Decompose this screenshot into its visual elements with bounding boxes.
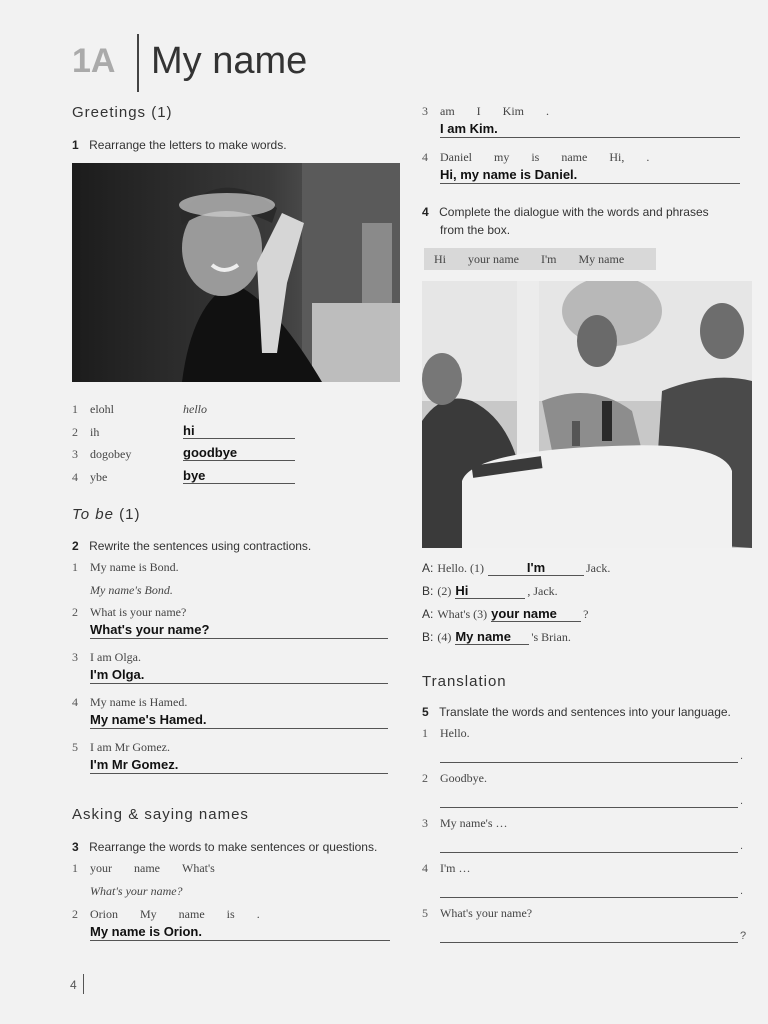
section-to-be (72, 506, 141, 523)
scrambled-word: Daniel (440, 150, 472, 164)
translation-answer-field[interactable] (440, 793, 738, 808)
to-be-item (72, 605, 392, 650)
line-text-end: Jack. (586, 561, 611, 575)
translation-prompt: Goodbye. (440, 771, 487, 785)
scrambled-word: Hi, (609, 150, 625, 164)
translation-prompt: Hello. (440, 726, 470, 740)
asking-item (72, 907, 390, 953)
line-end-punctuation: ? (740, 930, 747, 942)
translation-item (422, 816, 744, 861)
scrambled-word: . (546, 104, 550, 118)
scrambled-words (440, 150, 671, 165)
section-asking-names: Asking & saying names (72, 806, 249, 823)
asking-list-right (422, 104, 742, 196)
item-number: 3 (72, 447, 78, 461)
greetings-list (72, 400, 312, 490)
dialogue-line (422, 583, 752, 606)
example-answer: What's your name? (90, 884, 183, 898)
dialogue-answer-field[interactable]: your name (491, 606, 581, 622)
exercise-2-instruction (72, 537, 311, 555)
translation-answer-field[interactable] (440, 748, 738, 763)
dialogue-line (422, 606, 752, 629)
exercise-number: 4 (422, 205, 429, 219)
word-box-item: your name (468, 251, 519, 266)
translation-answer-field[interactable] (440, 928, 738, 943)
prompt-sentence: My name is Bond. (90, 560, 179, 574)
translation-prompt: I'm … (440, 861, 471, 875)
scrambled-word: . (256, 907, 260, 921)
speaker: A: (422, 607, 434, 621)
scrambled-word: ybe (90, 469, 108, 484)
answer-field[interactable]: What's your name? (90, 622, 388, 639)
page-number: 4 (70, 978, 77, 992)
unit-label: 1A (72, 42, 116, 80)
line-text: (2) (437, 584, 452, 598)
scrambled-word: is (531, 150, 540, 164)
item-number: 2 (72, 424, 78, 439)
item-number: 2 (72, 907, 78, 921)
asking-item (422, 104, 742, 150)
section-greetings: Greetings (1) (72, 104, 173, 121)
item-number: 5 (72, 740, 78, 754)
line-end-punctuation: . (740, 795, 744, 807)
exercise-3-instruction (72, 838, 377, 856)
item-number: 5 (422, 906, 428, 920)
translation-prompt: What's your name? (440, 906, 533, 920)
item-number: 3 (422, 104, 428, 118)
line-text-end: , Jack. (527, 584, 558, 598)
item-number: 1 (422, 726, 428, 740)
line-end-punctuation: . (740, 885, 744, 897)
translation-list (422, 726, 747, 951)
line-text-end: ? (583, 607, 589, 621)
translation-prompt: My name's … (440, 816, 508, 830)
answer-field[interactable]: Hi, my name is Daniel. (440, 167, 740, 184)
asking-list-left (72, 861, 390, 953)
to-be-item (72, 740, 392, 785)
item-number: 4 (72, 469, 78, 484)
photo-woman-waving (72, 163, 400, 382)
instruction-text: Translate the words and sentences into your language. (439, 705, 731, 719)
answer-field[interactable]: My name's Hamed. (90, 712, 388, 729)
prompt-sentence: I am Olga. (90, 650, 141, 664)
to-be-item (72, 650, 392, 695)
answer-field[interactable]: hi (183, 423, 295, 439)
translation-item (422, 861, 744, 906)
asking-item (72, 861, 390, 907)
to-be-item (72, 695, 392, 740)
word-box-item: I'm (540, 251, 557, 266)
translation-answer-field[interactable] (440, 883, 738, 898)
scrambled-word: my (494, 150, 510, 164)
instruction-text: Rearrange the letters to make words. (89, 138, 287, 152)
instruction-text: Rearrange the words to make sentences or questions. (89, 840, 378, 854)
scrambled-word: I (476, 104, 481, 118)
dialogue-answer-field[interactable]: My name (455, 629, 529, 645)
line-text: Hello. (1) (437, 561, 484, 575)
scrambled-words (440, 104, 571, 119)
line-end-punctuation: . (740, 840, 744, 852)
item-number: 4 (72, 695, 78, 709)
exercise-number: 1 (72, 138, 79, 152)
prompt-sentence: My name is Hamed. (90, 695, 188, 709)
speaker: B: (422, 584, 434, 598)
to-be-list (72, 560, 392, 785)
scrambled-word: Orion (90, 907, 118, 921)
line-end-punctuation: . (740, 750, 744, 762)
answer-field[interactable]: I'm Mr Gomez. (90, 757, 388, 774)
scrambled-word: is (226, 907, 235, 921)
prompt-sentence: What is your name? (90, 605, 187, 619)
word-box (424, 248, 656, 270)
scrambled-word: am (440, 104, 455, 118)
speaker: A: (422, 561, 434, 575)
scrambled-word: What's (182, 861, 215, 875)
answer-field[interactable]: My name is Orion. (90, 924, 390, 941)
example-answer: My name's Bond. (90, 583, 173, 597)
dialogue-answer-field[interactable]: Hi (455, 583, 525, 599)
greetings-item (72, 400, 312, 423)
item-number: 3 (422, 816, 428, 830)
page-number-divider (83, 974, 84, 994)
scrambled-word: . (646, 150, 650, 164)
translation-item (422, 906, 747, 951)
item-number: 2 (422, 771, 428, 785)
exercise-number: 2 (72, 539, 79, 553)
example-answer: hello (183, 402, 207, 416)
item-number: 2 (72, 605, 78, 619)
answer-field[interactable]: I am Kim. (440, 121, 740, 138)
instruction-text: Complete the dialogue with the words and phrases (439, 205, 709, 219)
instruction-text-2: from the box. (440, 223, 511, 237)
greetings-item (72, 423, 312, 446)
greetings-item (72, 468, 312, 491)
page-title: My name (151, 40, 308, 82)
line-text: What's (3) (437, 607, 488, 621)
dialogue-answer-field[interactable]: I'm (488, 560, 584, 576)
exercise-number: 3 (72, 840, 79, 854)
scrambled-word: name (134, 861, 160, 875)
exercise-1-instruction (72, 136, 287, 154)
translation-item (422, 771, 744, 816)
prompt-sentence: I am Mr Gomez. (90, 740, 170, 754)
dialogue-line (422, 629, 752, 652)
title-divider (137, 34, 139, 92)
scrambled-word: Kim (502, 104, 525, 118)
word-box-item: Hi (434, 251, 446, 266)
section-to-be-number: (1) (119, 506, 141, 523)
scrambled-words (90, 861, 237, 876)
asking-item (422, 150, 742, 196)
section-translation: Translation (422, 673, 507, 690)
scrambled-word: name (561, 150, 588, 164)
item-number: 1 (72, 402, 78, 416)
greetings-item (72, 445, 312, 468)
item-number: 3 (72, 650, 78, 664)
scrambled-word: ih (90, 424, 100, 439)
dialogue-line (422, 560, 752, 583)
translation-answer-field[interactable] (440, 838, 738, 853)
line-text: (4) (437, 630, 452, 644)
to-be-item (72, 560, 392, 605)
item-number: 1 (72, 560, 78, 574)
answer-field[interactable]: I'm Olga. (90, 667, 388, 684)
scrambled-word: elohl (90, 402, 114, 416)
item-number: 1 (72, 861, 78, 875)
section-to-be-word: To be (72, 506, 114, 523)
scrambled-word: dogobey (90, 447, 132, 461)
scrambled-word: name (178, 907, 205, 921)
item-number: 4 (422, 861, 428, 875)
line-text-end: 's Brian. (531, 630, 571, 644)
exercise-4-instruction (422, 203, 742, 239)
dialogue (422, 560, 752, 652)
answer-field[interactable]: goodbye (183, 445, 295, 461)
answer-field[interactable]: bye (183, 468, 295, 484)
scrambled-words (90, 907, 282, 922)
photo-men-handshake (422, 281, 752, 548)
speaker: B: (422, 630, 434, 644)
scrambled-word: your (90, 861, 112, 875)
word-box-item: My name (578, 251, 625, 266)
exercise-5-instruction (422, 703, 731, 721)
exercise-number: 5 (422, 705, 429, 719)
scrambled-word: My (140, 907, 157, 921)
translation-item (422, 726, 744, 771)
item-number: 4 (422, 150, 428, 164)
instruction-text: Rewrite the sentences using contractions. (89, 539, 312, 553)
